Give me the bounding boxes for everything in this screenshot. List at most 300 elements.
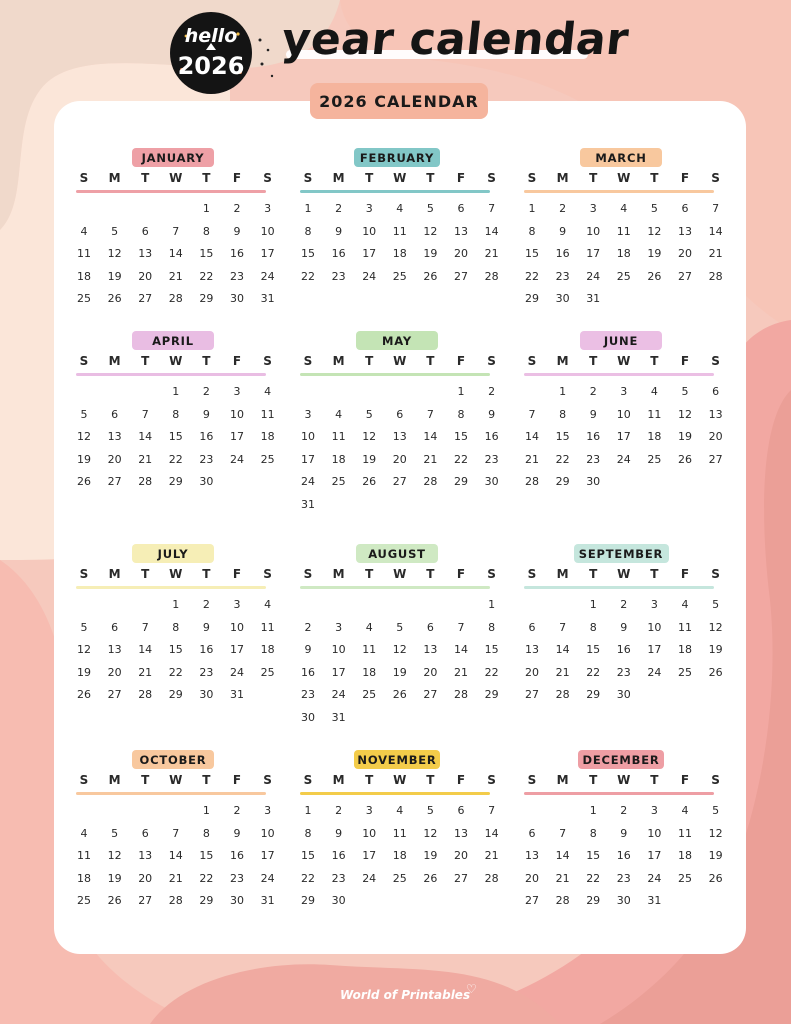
day-cell: 4: [396, 202, 404, 215]
day-cell: 23: [555, 269, 570, 283]
day-cell: 3: [365, 202, 373, 215]
weekday-label: F: [232, 171, 242, 185]
day-cell: 24: [301, 475, 315, 488]
day-cell: 26: [362, 475, 377, 488]
day-cell: 23: [616, 871, 631, 885]
day-cell: 15: [525, 247, 539, 260]
day-cell: 7: [457, 620, 465, 634]
day-cell: 23: [199, 665, 214, 679]
day-cell: 16: [230, 849, 244, 862]
weekday-header: [76, 773, 272, 789]
day-cell: 9: [202, 620, 210, 634]
day-cell: 23: [199, 452, 214, 466]
day-cell: 28: [168, 894, 183, 907]
day-cell: 27: [107, 688, 122, 701]
day-cell: 5: [80, 620, 88, 634]
day-cell: 25: [331, 475, 346, 488]
day-cell: 14: [555, 849, 570, 862]
day-cell: 22: [168, 452, 183, 466]
weekday-header: [300, 171, 496, 187]
day-cell: 22: [199, 871, 214, 885]
day-cell: 1: [202, 804, 210, 817]
day-cell: 17: [230, 430, 244, 443]
day-cell: 26: [392, 688, 407, 701]
day-cell: 13: [678, 224, 692, 238]
month-name: MARCH: [580, 148, 662, 167]
day-cell: 25: [77, 292, 91, 305]
day-cell: 26: [708, 665, 723, 679]
day-cell: 4: [650, 385, 658, 398]
day-cell: 5: [111, 224, 119, 238]
day-cell: 8: [559, 407, 567, 421]
weekday-label: T: [365, 171, 374, 185]
day-cell: 28: [555, 894, 570, 907]
day-cell: 20: [138, 269, 153, 283]
day-cell: 17: [586, 247, 601, 260]
day-cell: 21: [484, 849, 499, 862]
weekday-label: T: [141, 354, 150, 368]
day-cell: 12: [678, 407, 692, 421]
day-cell: 4: [396, 804, 404, 817]
day-cell: 6: [528, 620, 536, 634]
month-divider: [76, 792, 266, 795]
day-cell: 3: [264, 202, 272, 215]
weekday-label: M: [108, 773, 121, 787]
weekday-label: T: [202, 354, 211, 368]
day-cell: 6: [681, 202, 689, 215]
day-cell: 6: [712, 385, 720, 398]
day-cell: 31: [260, 292, 275, 305]
day-cell: 5: [712, 804, 720, 817]
day-cell: 29: [525, 292, 539, 305]
weekday-label: M: [332, 773, 345, 787]
day-cell: 17: [616, 430, 631, 443]
day-cell: 14: [484, 224, 499, 238]
day-cell: 21: [708, 247, 723, 260]
day-cell: 13: [525, 643, 539, 656]
day-cell: 16: [484, 430, 499, 443]
day-cell: 18: [77, 269, 91, 283]
day-cell: 9: [233, 224, 241, 238]
day-cell: 25: [362, 688, 377, 701]
day-cell: 25: [392, 871, 407, 885]
day-cell: 24: [647, 665, 662, 679]
day-cell: 20: [708, 430, 723, 443]
day-cell: 28: [138, 475, 153, 488]
day-cell: 25: [260, 665, 275, 679]
day-cell: 27: [525, 894, 539, 907]
day-cell: 25: [678, 665, 692, 679]
day-cell: 3: [335, 620, 343, 634]
day-cell: 1: [457, 385, 465, 398]
day-cell: 8: [488, 620, 496, 634]
weekday-header: [76, 567, 272, 583]
day-cell: 26: [107, 894, 122, 907]
day-cell: 29: [586, 894, 601, 907]
day-cell: 2: [335, 804, 343, 817]
day-cell: 19: [77, 452, 91, 466]
day-cell: 9: [335, 224, 343, 238]
day-cell: 6: [141, 826, 149, 840]
day-cell: 8: [528, 224, 536, 238]
day-cell: 21: [555, 871, 570, 885]
day-cell: 26: [647, 269, 662, 283]
day-cell: 14: [168, 247, 183, 260]
month-name: FEBRUARY: [354, 148, 440, 167]
day-cell: 5: [111, 826, 119, 840]
day-cell: 13: [423, 643, 438, 656]
day-cell: 27: [525, 688, 539, 701]
day-cell: 12: [77, 430, 91, 443]
weekday-label: T: [426, 773, 435, 787]
day-cell: 27: [678, 269, 692, 283]
day-cell: 10: [260, 224, 275, 238]
weekday-label: W: [617, 773, 631, 787]
day-cell: 9: [620, 620, 628, 634]
day-cell: 1: [304, 804, 312, 817]
weekday-label: S: [487, 567, 496, 581]
day-cell: 5: [396, 620, 404, 634]
day-cell: 12: [647, 224, 662, 238]
weekday-label: M: [108, 567, 121, 581]
day-cell: 13: [454, 826, 468, 840]
day-cell: 20: [525, 871, 539, 885]
day-cell: 16: [555, 247, 570, 260]
day-cell: 23: [301, 688, 315, 701]
weekday-label: W: [169, 567, 183, 581]
weekday-label: W: [393, 567, 407, 581]
day-cell: 1: [528, 202, 536, 215]
day-cell: 17: [260, 247, 275, 260]
day-cell: 17: [260, 849, 275, 862]
day-cell: 30: [484, 475, 499, 488]
day-cell: 26: [678, 452, 692, 466]
day-cell: 30: [230, 292, 244, 305]
day-cell: 22: [301, 871, 315, 885]
day-cell: 8: [304, 826, 312, 840]
day-cell: 15: [301, 849, 315, 862]
weekday-label: S: [527, 773, 537, 787]
weekday-label: S: [303, 171, 313, 185]
day-cell: 2: [202, 385, 210, 398]
day-cell: 1: [589, 804, 597, 817]
day-cell: 29: [586, 688, 601, 701]
day-cell: 19: [708, 643, 723, 656]
day-cell: 7: [712, 202, 720, 215]
day-cell: 21: [423, 452, 438, 466]
day-cell: 18: [678, 643, 692, 656]
day-cell: 11: [77, 849, 91, 862]
day-cell: 11: [392, 224, 407, 238]
day-cell: 25: [616, 269, 631, 283]
day-cell: 18: [331, 452, 346, 466]
weekday-header: [300, 354, 496, 370]
day-cell: 30: [555, 292, 570, 305]
day-cell: 2: [233, 202, 241, 215]
day-cell: 8: [589, 620, 597, 634]
weekday-label: F: [680, 773, 690, 787]
day-cell: 31: [230, 688, 244, 701]
day-cell: 15: [168, 430, 183, 443]
day-cell: 11: [77, 247, 91, 260]
day-cell: 8: [172, 620, 180, 634]
weekday-label: S: [527, 354, 537, 368]
weekday-label: M: [332, 567, 345, 581]
weekday-label: T: [141, 773, 150, 787]
day-cell: 9: [233, 826, 241, 840]
day-cell: 19: [362, 452, 377, 466]
weekday-label: M: [556, 354, 569, 368]
day-cell: 18: [362, 665, 377, 679]
weekday-label: W: [393, 171, 407, 185]
day-cell: 12: [107, 849, 122, 862]
day-cell: 22: [301, 269, 315, 283]
day-cell: 28: [484, 269, 499, 283]
weekday-label: T: [426, 171, 435, 185]
day-cell: 13: [708, 407, 723, 421]
day-cell: 17: [301, 452, 315, 466]
day-cell: 10: [230, 407, 244, 421]
weekday-label: T: [650, 354, 659, 368]
month-name: SEPTEMBER: [574, 544, 669, 563]
day-cell: 29: [168, 688, 183, 701]
month-divider: [524, 190, 714, 193]
day-cell: 30: [301, 710, 315, 724]
day-cell: 26: [77, 475, 91, 488]
weekday-label: T: [365, 773, 374, 787]
weekday-label: M: [556, 567, 569, 581]
day-cell: 1: [172, 598, 180, 611]
weekday-label: T: [650, 567, 659, 581]
day-cell: 27: [454, 871, 468, 885]
day-cell: 9: [589, 407, 597, 421]
day-cell: 3: [233, 598, 241, 611]
weekday-label: S: [711, 171, 720, 185]
day-cell: 19: [708, 849, 723, 862]
day-cell: 12: [392, 643, 407, 656]
weekday-label: T: [141, 171, 150, 185]
heart-outline-icon: ♡: [466, 982, 477, 996]
day-cell: 26: [77, 688, 91, 701]
day-cell: 30: [199, 688, 214, 701]
day-cell: 10: [230, 620, 244, 634]
month-name: MAY: [356, 331, 438, 350]
day-cell: 24: [586, 269, 601, 283]
month-name: NOVEMBER: [354, 750, 440, 769]
day-cell: 30: [616, 688, 631, 701]
day-cell: 15: [586, 643, 601, 656]
day-cell: 15: [301, 247, 315, 260]
day-cell: 4: [80, 826, 88, 840]
day-cell: 5: [426, 804, 434, 817]
day-cell: 14: [525, 430, 539, 443]
day-cell: 6: [457, 202, 465, 215]
day-cell: 7: [488, 202, 496, 215]
day-cell: 27: [423, 688, 438, 701]
day-cell: 11: [362, 643, 377, 656]
day-cell: 20: [138, 871, 153, 885]
day-cell: 12: [77, 643, 91, 656]
day-cell: 29: [168, 475, 183, 488]
month-divider: [300, 792, 490, 795]
weekday-label: S: [79, 354, 89, 368]
day-cell: 21: [138, 452, 153, 466]
day-cell: 14: [138, 643, 153, 656]
weekday-label: S: [487, 354, 496, 368]
weekday-label: S: [527, 567, 537, 581]
day-cell: 9: [335, 826, 343, 840]
day-cell: 25: [392, 269, 407, 283]
day-cell: 29: [484, 688, 499, 701]
day-cell: 16: [331, 849, 346, 862]
day-cell: 5: [365, 407, 373, 421]
day-cell: 3: [365, 804, 373, 817]
day-cell: 11: [678, 620, 692, 634]
day-cell: 3: [650, 598, 658, 611]
weekday-label: T: [202, 773, 211, 787]
day-cell: 21: [138, 665, 153, 679]
day-cell: 24: [362, 269, 377, 283]
weekday-label: S: [303, 773, 313, 787]
month-name: DECEMBER: [578, 750, 664, 769]
weekday-label: T: [202, 171, 211, 185]
day-cell: 30: [199, 475, 214, 488]
day-cell: 29: [555, 475, 570, 488]
day-cell: 2: [233, 804, 241, 817]
day-cell: 18: [260, 430, 275, 443]
day-cell: 2: [589, 385, 597, 398]
day-cell: 7: [559, 826, 567, 840]
day-cell: 21: [525, 452, 539, 466]
day-cell: 13: [525, 849, 539, 862]
day-cell: 10: [647, 826, 662, 840]
day-cell: 31: [647, 894, 662, 907]
day-cell: 20: [107, 665, 122, 679]
day-cell: 20: [525, 665, 539, 679]
weekday-label: F: [456, 171, 466, 185]
weekday-label: T: [589, 773, 598, 787]
day-cell: 20: [454, 849, 468, 862]
day-cell: 22: [199, 269, 214, 283]
day-cell: 10: [260, 826, 275, 840]
weekday-label: T: [365, 354, 374, 368]
day-cell: 22: [454, 452, 468, 466]
weekday-label: S: [303, 567, 313, 581]
day-cell: 3: [589, 202, 597, 215]
logo-text-year: 2026: [177, 52, 245, 80]
day-cell: 28: [138, 688, 153, 701]
day-cell: 16: [586, 430, 601, 443]
day-cell: 26: [107, 292, 122, 305]
day-cell: 10: [647, 620, 662, 634]
weekday-label: S: [711, 773, 720, 787]
day-cell: 16: [331, 247, 346, 260]
weekday-label: T: [426, 354, 435, 368]
day-cell: 8: [304, 224, 312, 238]
day-cell: 5: [650, 202, 658, 215]
day-cell: 1: [589, 598, 597, 611]
day-cell: 1: [304, 202, 312, 215]
weekday-label: T: [365, 567, 374, 581]
day-cell: 19: [647, 247, 662, 260]
day-cell: 6: [111, 620, 119, 634]
day-cell: 19: [107, 871, 122, 885]
month-name: JANUARY: [132, 148, 214, 167]
weekday-label: W: [617, 171, 631, 185]
day-cell: 18: [392, 247, 407, 260]
day-cell: 9: [559, 224, 567, 238]
day-cell: 3: [620, 385, 628, 398]
day-cell: 10: [362, 826, 377, 840]
day-cell: 13: [138, 849, 153, 862]
day-cell: 18: [392, 849, 407, 862]
weekday-label: M: [556, 171, 569, 185]
day-cell: 9: [620, 826, 628, 840]
day-cell: 16: [199, 643, 214, 656]
day-cell: 25: [77, 894, 91, 907]
day-cell: 4: [80, 224, 88, 238]
day-cell: 28: [484, 871, 499, 885]
day-cell: 5: [712, 598, 720, 611]
day-cell: 10: [586, 224, 601, 238]
weekday-label: T: [141, 567, 150, 581]
weekday-label: F: [680, 354, 690, 368]
day-cell: 7: [172, 224, 180, 238]
day-cell: 3: [233, 385, 241, 398]
day-cell: 19: [423, 247, 438, 260]
weekday-header: [524, 171, 720, 187]
hello-2026-logo: [168, 10, 254, 96]
day-cell: 7: [528, 407, 536, 421]
day-cell: 31: [586, 292, 601, 305]
month-divider: [300, 190, 490, 193]
day-cell: 14: [423, 430, 438, 443]
day-cell: 15: [454, 430, 468, 443]
weekday-header: [76, 171, 272, 187]
day-cell: 3: [304, 407, 312, 421]
day-cell: 17: [331, 665, 346, 679]
day-cell: 20: [454, 247, 468, 260]
day-cell: 20: [107, 452, 122, 466]
day-cell: 14: [168, 849, 183, 862]
day-cell: 19: [423, 849, 438, 862]
day-cell: 2: [559, 202, 567, 215]
day-cell: 23: [484, 452, 499, 466]
weekday-header: [524, 567, 720, 583]
day-cell: 2: [304, 620, 312, 634]
day-cell: 4: [620, 202, 628, 215]
day-cell: 3: [264, 804, 272, 817]
day-cell: 4: [681, 804, 689, 817]
day-cell: 11: [331, 430, 346, 443]
weekday-header: [76, 354, 272, 370]
day-cell: 16: [230, 247, 244, 260]
day-cell: 18: [678, 849, 692, 862]
day-cell: 18: [77, 871, 91, 885]
day-cell: 23: [331, 871, 346, 885]
weekday-label: S: [303, 354, 313, 368]
day-cell: 5: [80, 407, 88, 421]
sparkle-dots-icon: [256, 34, 280, 84]
day-cell: 12: [423, 826, 438, 840]
day-cell: 24: [260, 269, 275, 283]
day-cell: 9: [488, 407, 496, 421]
day-cell: 6: [396, 407, 404, 421]
day-cell: 16: [301, 665, 315, 679]
day-cell: 15: [555, 430, 570, 443]
day-cell: 26: [708, 871, 723, 885]
day-cell: 11: [647, 407, 662, 421]
